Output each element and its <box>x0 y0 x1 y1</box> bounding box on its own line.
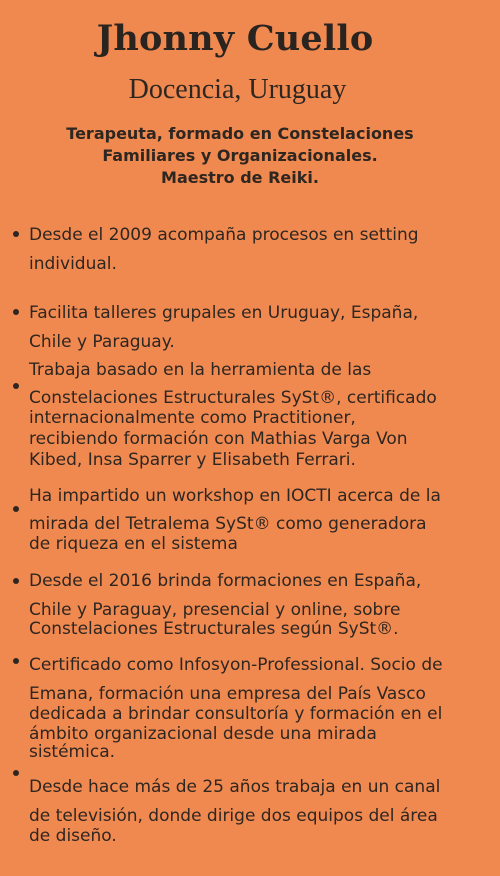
location-subtitle: Docencia, Uruguay <box>128 74 347 105</box>
list-item-line: individual. <box>29 254 117 274</box>
bullet-icon <box>13 658 19 664</box>
list-item-line: Ha impartido un workshop en IOCTI acerca de la <box>29 486 441 506</box>
list-item-line: Desde el 2009 acompaña procesos en setting <box>29 225 419 245</box>
list-item-line: Desde hace más de 25 años trabaja en un canal <box>29 777 441 797</box>
list-item-line: ámbito organizacional desde una mirada <box>29 724 377 744</box>
bullet-icon <box>13 506 19 512</box>
list-item-line: Constelaciones Estructurales según SySt®. <box>29 619 399 639</box>
bullet-icon <box>13 383 19 389</box>
list-item-line: de riqueza en el sistema <box>29 534 238 554</box>
list-item-line: Chile y Paraguay, presencial y online, sobre <box>29 600 401 620</box>
bullet-icon <box>13 309 19 315</box>
list-item-line: internacionalmente como Practitioner, <box>29 408 356 428</box>
intro-text <box>30 123 450 189</box>
list-item-line: recibiendo formación con Mathias Varga Von <box>29 429 408 449</box>
list-item-line: mirada del Tetralema SySt® como generadora <box>29 514 427 534</box>
bullet-icon <box>13 770 19 776</box>
bullet-icon <box>13 231 19 237</box>
list-item-line: dedicada a brindar consultoría y formación en el <box>29 704 443 724</box>
intro-line: Familiares y Organizacionales. <box>102 146 378 165</box>
list-item-line: de diseño. <box>29 826 117 846</box>
list-item-line: Constelaciones Estructurales SySt®, certificado <box>29 388 437 408</box>
list-item-line: Emana, formación una empresa del País Vasco <box>29 684 426 704</box>
list-item-line: Chile y Paraguay. <box>29 332 175 352</box>
person-name: Jhonny Cuello <box>96 18 374 59</box>
bullet-icon <box>13 578 19 584</box>
list-item-line: Desde el 2016 brinda formaciones en España, <box>29 571 422 591</box>
list-item-line: Facilita talleres grupales en Uruguay, España, <box>29 303 419 323</box>
list-item-line: de televisión, donde dirige dos equipos del área <box>29 806 438 826</box>
list-item-line: sistémica. <box>29 742 116 762</box>
intro-line: Maestro de Reiki. <box>161 168 319 187</box>
list-item-line: Certificado como Infosyon-Professional. Socio de <box>29 655 443 675</box>
list-item-line: Kibed, Insa Sparrer y Elisabeth Ferrari. <box>29 450 356 470</box>
intro-line: Terapeuta, formado en Constelaciones <box>66 124 414 143</box>
list-item-line: Trabaja basado en la herramienta de las <box>29 360 372 380</box>
